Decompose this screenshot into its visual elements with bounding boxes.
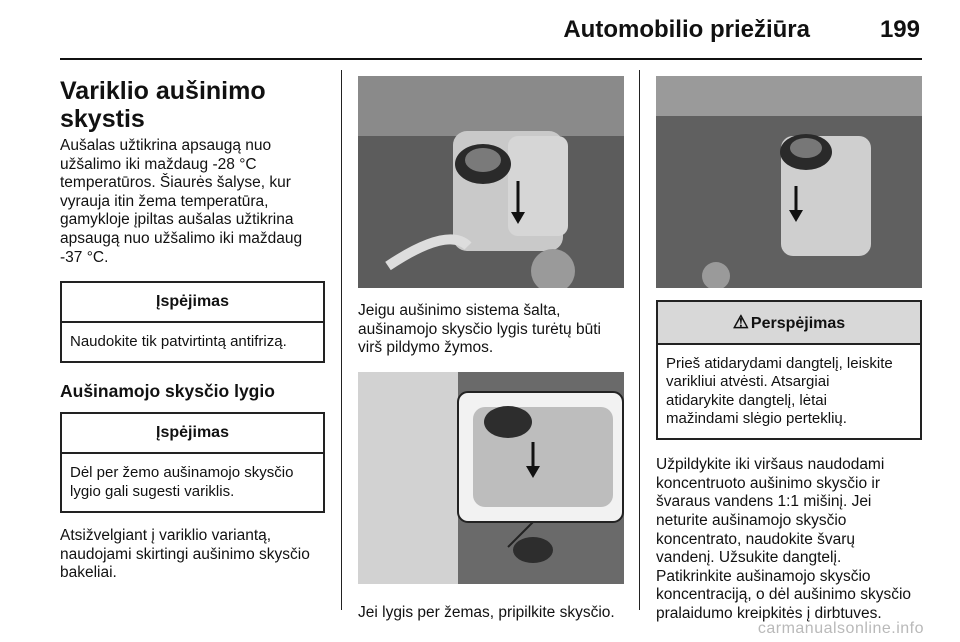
watermark: carmanualsonline.info: [757, 620, 924, 637]
column-divider: [341, 70, 342, 610]
coolant-reservoir-image: [656, 76, 922, 288]
danger-box: [656, 300, 922, 440]
engine-photo-1: [358, 76, 624, 288]
section-title: Variklio aušinimo skystis: [60, 77, 266, 133]
column-middle: [358, 76, 624, 622]
engine-photo-3: [656, 76, 922, 288]
outro-paragraph: Atsižvelgiant į variklio variantą, naudojami skirtingi aušinimo skysčio bakeliai.: [60, 527, 310, 582]
column-right: [656, 76, 922, 624]
page-number: 199: [879, 16, 920, 43]
engine-photo-2: [358, 372, 624, 584]
figure-caption: Jeigu aušinimo sistema šalta, aušinamojo skysčio lygis turėtų būti virš pildymo žymos.: [358, 302, 601, 357]
subsection-title: Aušinamojo skysčio lygio: [60, 381, 275, 402]
header-divider: [60, 58, 922, 60]
warning-box: [60, 412, 325, 513]
page-header: [0, 0, 960, 58]
chapter-title: Automobilio priežiūra: [563, 16, 810, 43]
column-divider: [639, 70, 640, 610]
danger-header: [658, 302, 920, 345]
warning-title: Įspėjimas: [62, 283, 323, 323]
warning-triangle-icon: ⚠: [732, 312, 749, 332]
figure-caption: Jei lygis per žemas, pripilkite skysčio.: [358, 603, 615, 621]
warning-text: Dėl per žemo aušinamojo skysčio lygio gali sugesti variklis.: [70, 464, 294, 500]
intro-paragraph: Aušalas užtikrina apsaugą nuo užšalimo iki maždaug -28 °C temperatūros. Šiaurės šalyse, kur vyrauja itin žema temperatūra, gamykloje įpiltas aušalas užtikrina apsaugą nuo užšalimo iki maždaug -37 °C.: [60, 137, 303, 266]
warning-text: Naudokite tik patvirtintą antifrizą.: [70, 333, 287, 351]
coolant-reservoir-image: [358, 76, 624, 288]
coolant-reservoir-image: [358, 372, 624, 584]
warning-box: [60, 281, 325, 363]
danger-text: Prieš atidarydami dangtelį, leiskite varikliui atvėsti. Atsargiai atidarykite dangtelį, lėtai mažindami slėgio perteklių.: [666, 355, 893, 427]
column-left: [60, 70, 325, 583]
warning-title: Įspėjimas: [62, 414, 323, 454]
refill-paragraph: Užpildykite iki viršaus naudodami koncentruoto aušinimo skysčio ir švaraus vandens 1:1 mišinį. Jei neturite aušinamojo skysčio koncentrato, naudokite švarų vandenį. Užsukite dangtelį. Patikrinkite aušinamojo skysčio koncentraciją, o dėl aušinimo skysčio pralaidumo kreipkitės į dirbtuves.: [656, 456, 912, 622]
danger-title: Perspėjimas: [750, 315, 846, 332]
